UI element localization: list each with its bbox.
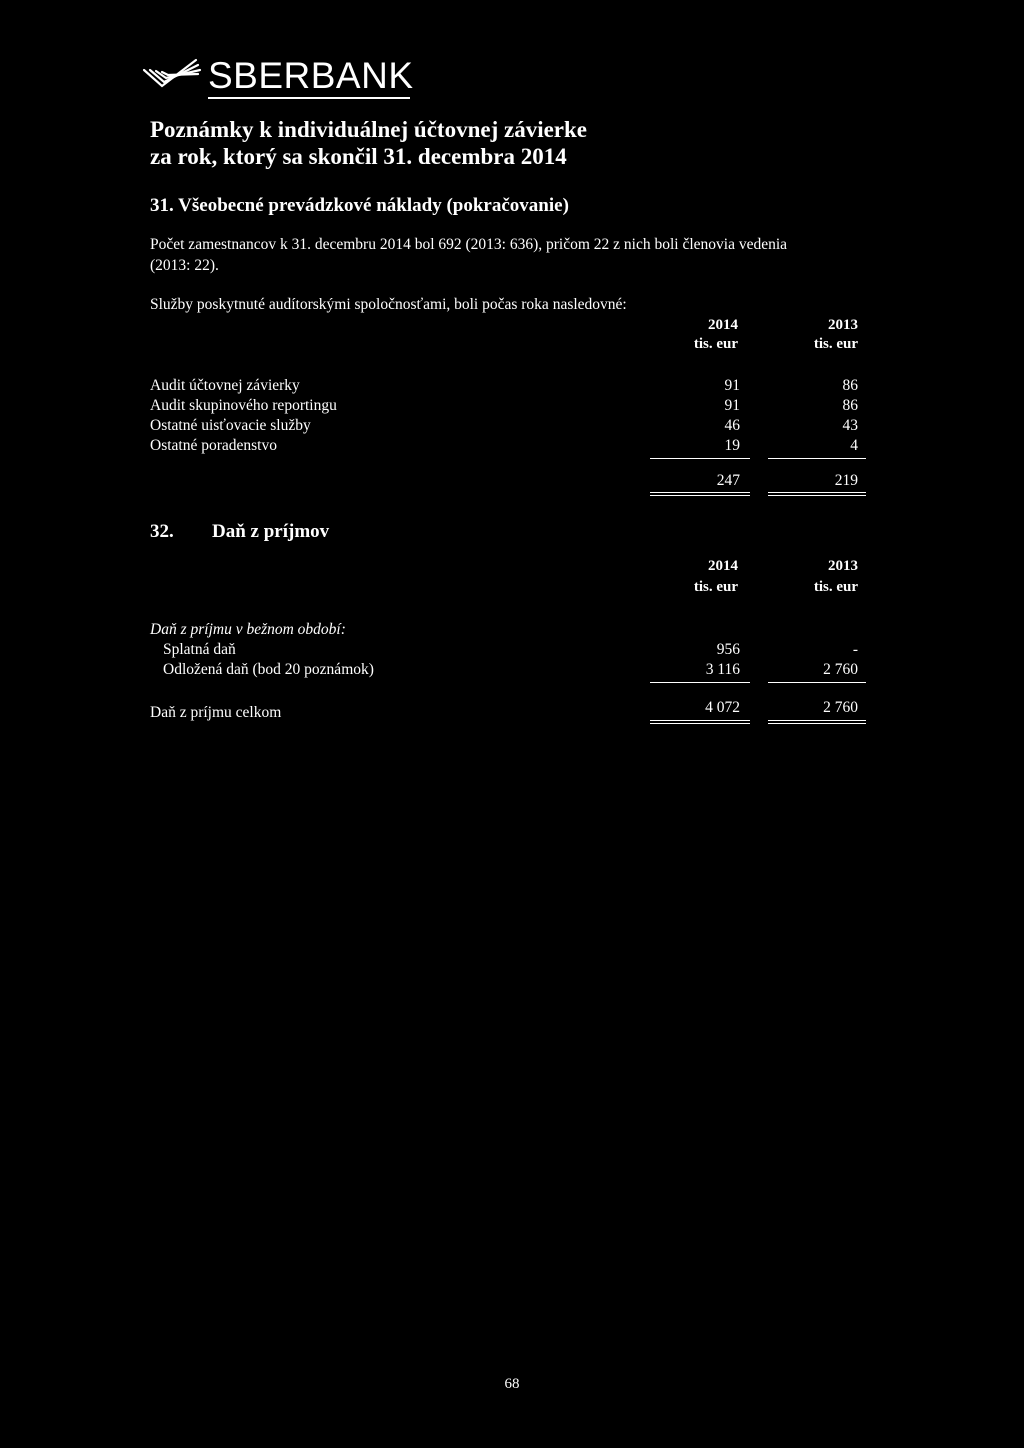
employees-paragraph-line2: (2013: 22). bbox=[150, 257, 219, 274]
s31-row-value-2014: 91 bbox=[724, 377, 740, 394]
section-32-number: 32. bbox=[150, 521, 174, 542]
s31-col-2013-unit: tis. eur bbox=[813, 336, 858, 352]
s32-total-2014: 4 072 bbox=[705, 699, 740, 716]
s32-col-2014-unit: tis. eur bbox=[693, 579, 738, 595]
s32-subtotal-rule-2014 bbox=[650, 682, 750, 683]
s32-row-value-2014: 956 bbox=[716, 641, 740, 658]
sberbank-logo-icon bbox=[140, 56, 204, 92]
s31-total-double-rule-2014 bbox=[650, 495, 750, 496]
s32-total-2013: 2 760 bbox=[823, 699, 858, 716]
s31-row-label: Ostatné uisťovacie služby bbox=[150, 417, 311, 434]
s32-row-value-2013: 2 760 bbox=[823, 661, 858, 678]
s31-total-double-rule-2013 bbox=[768, 495, 866, 496]
s31-row-value-2013: 86 bbox=[842, 377, 858, 394]
page-number: 68 bbox=[504, 1376, 520, 1392]
s32-row-label: Splatná daň bbox=[163, 641, 236, 658]
logo-underline bbox=[208, 97, 410, 99]
document-title-line2: za rok, ktorý sa skončil 31. decembra 2014 bbox=[150, 144, 567, 169]
s31-row-label: Ostatné poradenstvo bbox=[150, 437, 277, 454]
s31-row-label: Audit účtovnej závierky bbox=[150, 377, 300, 394]
employees-paragraph-line1: Počet zamestnancov k 31. decembru 2014 bol 692 (2013: 636), pričom 22 z nich boli členovia vedenia bbox=[150, 236, 788, 253]
s31-row-value-2013: 86 bbox=[842, 397, 858, 414]
s32-total-double-rule-2014 bbox=[650, 720, 750, 721]
s31-subtotal-rule-2014 bbox=[650, 458, 750, 459]
s31-total-2014: 247 bbox=[716, 472, 740, 489]
s31-total-double-rule-2014 bbox=[650, 492, 750, 493]
s31-row-value-2013: 4 bbox=[850, 437, 858, 454]
s31-total-double-rule-2013 bbox=[768, 492, 866, 493]
s31-row-value-2014: 19 bbox=[724, 437, 740, 454]
s31-row-label: Audit skupinového reportingu bbox=[150, 397, 337, 414]
s32-col-2013-unit: tis. eur bbox=[813, 579, 858, 595]
s32-total-double-rule-2014 bbox=[650, 723, 750, 724]
s31-row-value-2013: 43 bbox=[842, 417, 858, 434]
logo-text: SBERBANK bbox=[208, 55, 414, 96]
s31-col-2013-year: 2013 bbox=[828, 317, 858, 333]
s32-row-value-2014: 3 116 bbox=[705, 661, 740, 678]
s32-col-2014-year: 2014 bbox=[708, 558, 738, 574]
s32-total-double-rule-2013 bbox=[768, 720, 866, 721]
s31-total-2013: 219 bbox=[834, 472, 858, 489]
section-31-heading: 31. Všeobecné prevádzkové náklady (pokračovanie) bbox=[150, 195, 569, 216]
s31-col-2014-year: 2014 bbox=[708, 317, 738, 333]
s32-col-2013-year: 2013 bbox=[828, 558, 858, 574]
s32-row-label: Odložená daň (bod 20 poznámok) bbox=[163, 661, 374, 678]
s31-col-2014-unit: tis. eur bbox=[693, 336, 738, 352]
s32-total-label: Daň z príjmu celkom bbox=[150, 704, 282, 721]
s32-subheading: Daň z príjmu v bežnom období: bbox=[150, 621, 346, 638]
audit-services-intro: Služby poskytnuté audítorskými spoločnosťami, boli počas roka nasledovné: bbox=[150, 296, 627, 313]
s31-row-value-2014: 91 bbox=[724, 397, 740, 414]
s31-subtotal-rule-2013 bbox=[768, 458, 866, 459]
s31-row-value-2014: 46 bbox=[724, 417, 740, 434]
s32-row-value-2013: - bbox=[852, 641, 858, 658]
document-title-line1: Poznámky k individuálnej účtovnej závierke bbox=[150, 117, 588, 142]
s32-total-double-rule-2013 bbox=[768, 723, 866, 724]
section-32-title: Daň z príjmov bbox=[212, 521, 330, 542]
s32-subtotal-rule-2013 bbox=[768, 682, 866, 683]
